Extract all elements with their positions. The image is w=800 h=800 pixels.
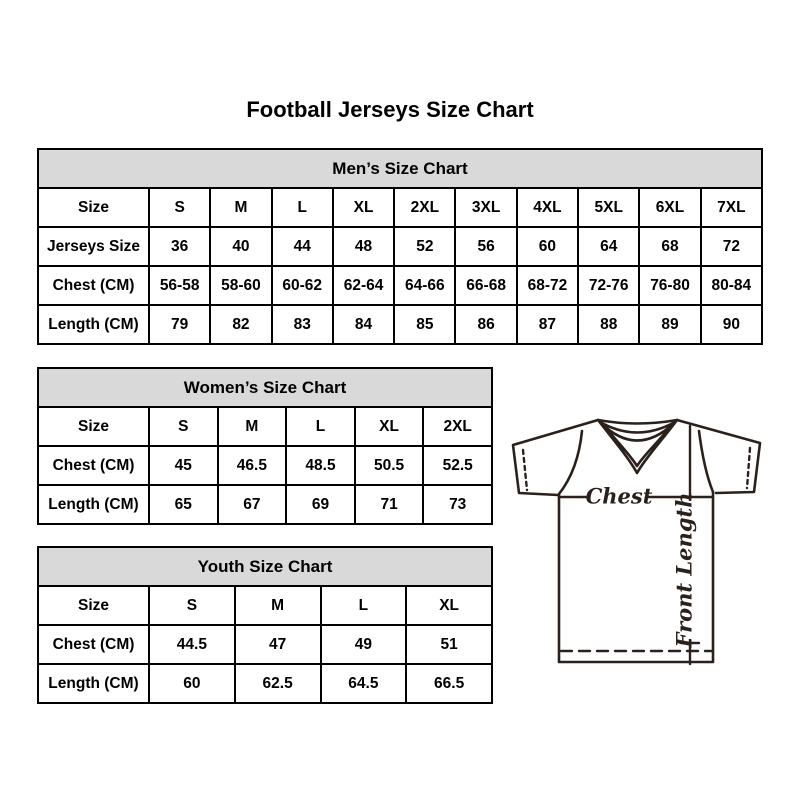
men-cell-r2c9: 80-84 (701, 266, 762, 305)
youth-data-row-0 (38, 586, 492, 625)
women-data-row-1 (38, 446, 492, 485)
men-table-title: Men’s Size Chart (38, 149, 762, 188)
men-cell-r0c4: 2XL (394, 188, 455, 227)
women-cell-r2c0: 65 (149, 485, 218, 524)
women-cell-r1c4: 52.5 (423, 446, 492, 485)
men-cell-r0c0: S (149, 188, 210, 227)
right-cuff-dashed-line (747, 448, 750, 488)
youth-cell-r0c0: S (149, 586, 235, 625)
youth-cell-r0c1: M (235, 586, 321, 625)
youth-size-chart-table (37, 546, 493, 704)
youth-cell-r1c0: 44.5 (149, 625, 235, 664)
men-cell-r0c9: 7XL (701, 188, 762, 227)
youth-cell-r0c2: L (321, 586, 407, 625)
women-row-label-1: Chest (CM) (38, 446, 149, 485)
men-row-label-1: Jerseys Size (38, 227, 149, 266)
men-cell-r2c0: 56-58 (149, 266, 210, 305)
men-cell-r1c9: 72 (701, 227, 762, 266)
men-cell-r2c8: 76-80 (639, 266, 700, 305)
men-cell-r1c3: 48 (333, 227, 394, 266)
men-cell-r3c7: 88 (578, 305, 639, 344)
women-table-title-row (38, 368, 492, 407)
womens-size-chart-table (37, 367, 493, 525)
men-cell-r0c8: 6XL (639, 188, 700, 227)
men-cell-r3c6: 87 (517, 305, 578, 344)
men-cell-r1c2: 44 (272, 227, 333, 266)
left-cuff-dashed-line (523, 450, 527, 490)
men-row-label-2: Chest (CM) (38, 266, 149, 305)
women-data-row-2 (38, 485, 492, 524)
men-cell-r0c5: 3XL (455, 188, 516, 227)
youth-data-row-2 (38, 664, 492, 703)
men-cell-r2c4: 64-66 (394, 266, 455, 305)
men-cell-r1c1: 40 (210, 227, 271, 266)
men-cell-r3c2: 83 (272, 305, 333, 344)
chest-label: Chest (585, 483, 653, 509)
youth-cell-r2c2: 64.5 (321, 664, 407, 703)
men-cell-r2c3: 62-64 (333, 266, 394, 305)
men-cell-r3c1: 82 (210, 305, 271, 344)
youth-table-title-row (38, 547, 492, 586)
jersey-outline (513, 420, 760, 662)
youth-cell-r2c0: 60 (149, 664, 235, 703)
women-cell-r1c3: 50.5 (355, 446, 424, 485)
men-cell-r2c5: 66-68 (455, 266, 516, 305)
youth-cell-r1c3: 51 (406, 625, 492, 664)
men-cell-r0c2: L (272, 188, 333, 227)
women-cell-r1c2: 48.5 (286, 446, 355, 485)
youth-row-label-2: Length (CM) (38, 664, 149, 703)
page-title: Football Jerseys Size Chart (246, 97, 534, 122)
jersey-measurement-diagram (500, 400, 780, 680)
men-cell-r1c6: 60 (517, 227, 578, 266)
men-cell-r0c1: M (210, 188, 271, 227)
men-data-row-1 (38, 227, 762, 266)
women-table-title: Women’s Size Chart (38, 368, 492, 407)
men-cell-r0c7: 5XL (578, 188, 639, 227)
men-cell-r1c8: 68 (639, 227, 700, 266)
women-cell-r0c2: L (286, 407, 355, 446)
youth-row-label-0: Size (38, 586, 149, 625)
women-cell-r0c1: M (218, 407, 287, 446)
men-row-label-3: Length (CM) (38, 305, 149, 344)
youth-cell-r1c1: 47 (235, 625, 321, 664)
women-cell-r2c3: 71 (355, 485, 424, 524)
youth-cell-r2c1: 62.5 (235, 664, 321, 703)
women-row-label-2: Length (CM) (38, 485, 149, 524)
youth-row-label-1: Chest (CM) (38, 625, 149, 664)
women-cell-r0c0: S (149, 407, 218, 446)
men-cell-r1c4: 52 (394, 227, 455, 266)
youth-cell-r0c3: XL (406, 586, 492, 625)
women-cell-r0c4: 2XL (423, 407, 492, 446)
men-data-row-2 (38, 266, 762, 305)
men-cell-r3c0: 79 (149, 305, 210, 344)
men-cell-r3c3: 84 (333, 305, 394, 344)
youth-data-row-1 (38, 625, 492, 664)
men-cell-r0c6: 4XL (517, 188, 578, 227)
men-cell-r1c5: 56 (455, 227, 516, 266)
women-cell-r1c0: 45 (149, 446, 218, 485)
men-cell-r3c4: 85 (394, 305, 455, 344)
women-cell-r2c2: 69 (286, 485, 355, 524)
women-row-label-0: Size (38, 407, 149, 446)
men-table-title-row (38, 149, 762, 188)
youth-cell-r2c3: 66.5 (406, 664, 492, 703)
men-cell-r3c8: 89 (639, 305, 700, 344)
women-cell-r0c3: XL (355, 407, 424, 446)
men-cell-r2c7: 72-76 (578, 266, 639, 305)
women-data-row-0 (38, 407, 492, 446)
jersey-collar (598, 420, 677, 473)
front-length-label: Front Length (671, 492, 697, 648)
men-data-row-3 (38, 305, 762, 344)
men-cell-r2c6: 68-72 (517, 266, 578, 305)
youth-table-title: Youth Size Chart (38, 547, 492, 586)
women-cell-r2c4: 73 (423, 485, 492, 524)
men-row-label-0: Size (38, 188, 149, 227)
men-cell-r1c0: 36 (149, 227, 210, 266)
men-cell-r0c3: XL (333, 188, 394, 227)
men-cell-r2c1: 58-60 (210, 266, 271, 305)
women-cell-r1c1: 46.5 (218, 446, 287, 485)
men-data-row-0 (38, 188, 762, 227)
women-cell-r2c1: 67 (218, 485, 287, 524)
men-cell-r3c5: 86 (455, 305, 516, 344)
men-cell-r1c7: 64 (578, 227, 639, 266)
men-cell-r3c9: 90 (701, 305, 762, 344)
men-cell-r2c2: 60-62 (272, 266, 333, 305)
youth-cell-r1c2: 49 (321, 625, 407, 664)
mens-size-chart-table (37, 148, 763, 345)
